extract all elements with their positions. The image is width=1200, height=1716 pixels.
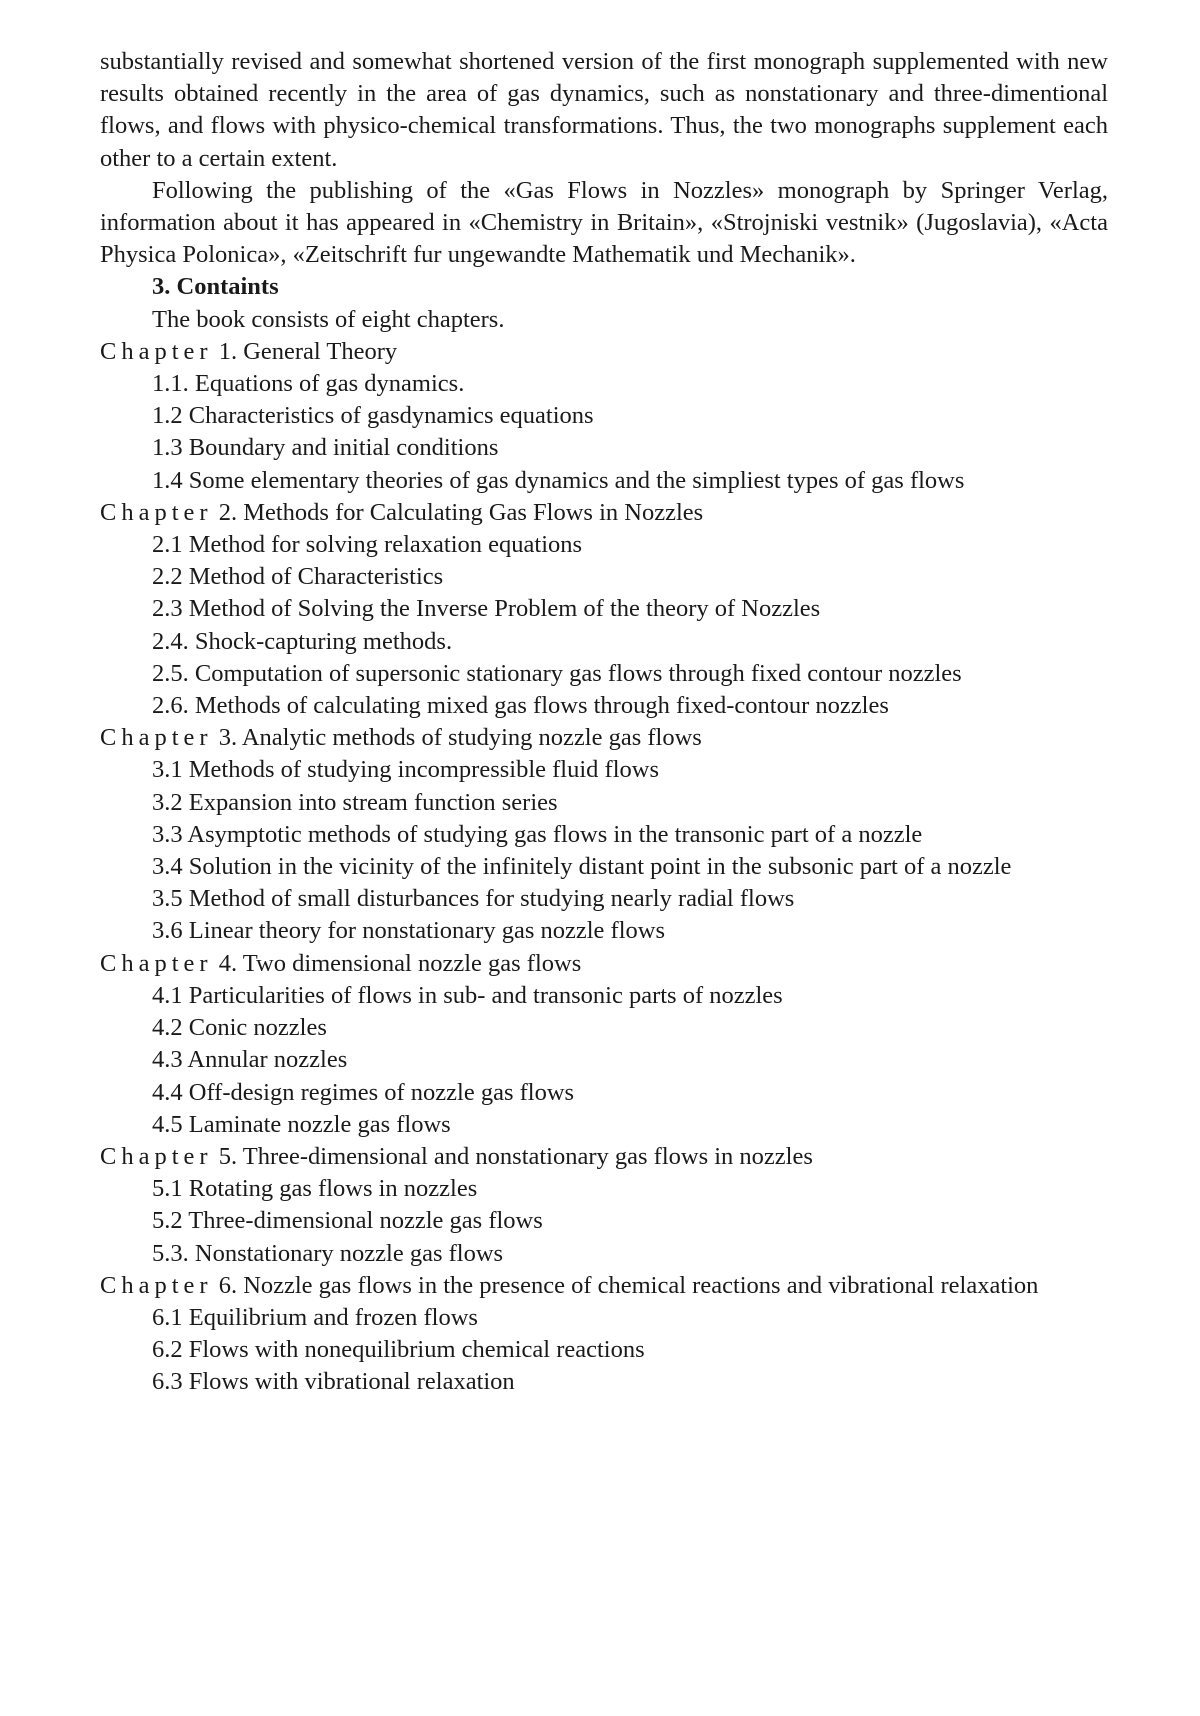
- chapter-heading: [100, 497, 1108, 529]
- chapter-title: 5. Three-dimensional and nonstationary gas flows in nozzles: [218, 1142, 813, 1170]
- section-item: 5.2 Three-dimensional nozzle gas flows: [152, 1207, 543, 1235]
- chapter-heading: [100, 1141, 1108, 1173]
- contents-intro: The book consists of eight chapters.: [152, 305, 505, 333]
- chapter-title: 3. Analytic methods of studying nozzle gas flows: [218, 724, 702, 752]
- chapter-label: Chapter: [100, 949, 213, 977]
- chapter-title: 1. General Theory: [218, 337, 398, 365]
- intro-paragraph: substantially revised and somewhat shortened version of the first monograph supplemented with new results obtained recently in the area of gas dynamics, such as nonstationary and three-dimentional flows, and flows with physico-chemical transformations. Thus, the two monographs supplement each other to a certain extent.: [100, 48, 1108, 172]
- table-of-contents: [100, 336, 1108, 1399]
- section-item: 6.2 Flows with nonequilibrium chemical reactions: [152, 1336, 645, 1364]
- chapter-label: Chapter: [100, 498, 213, 526]
- section-item: 3.4 Solution in the vicinity of the infinitely distant point in the subsonic part of a nozzle: [152, 853, 1012, 881]
- section-item: 4.1 Particularities of flows in sub- and transonic parts of nozzles: [152, 981, 783, 1009]
- section-item: 6.1 Equilibrium and frozen flows: [152, 1303, 478, 1331]
- chapter-label: Chapter: [100, 1142, 213, 1170]
- section-item: 4.4 Off-design regimes of nozzle gas flows: [152, 1078, 575, 1106]
- section-item: 4.2 Conic nozzles: [152, 1014, 327, 1042]
- section-item: 3.3 Asymptotic methods of studying gas flows in the transonic part of a nozzle: [152, 820, 923, 848]
- section-item: 5.1 Rotating gas flows in nozzles: [152, 1175, 478, 1203]
- section-item: 1.4 Some elementary theories of gas dynamics and the simpliest types of gas flows: [152, 466, 965, 494]
- chapter-label: Chapter: [100, 337, 213, 365]
- section-item: 2.2 Method of Characteristics: [152, 563, 444, 591]
- section-item: 4.5 Laminate nozzle gas flows: [152, 1110, 451, 1138]
- chapter-label: Chapter: [100, 1271, 213, 1299]
- chapter-heading: [100, 336, 1108, 368]
- chapter-heading: [100, 948, 1108, 980]
- section-item: 3.2 Expansion into stream function series: [152, 788, 558, 816]
- section-item: 5.3. Nonstationary nozzle gas flows: [152, 1239, 504, 1267]
- section-item: 1.3 Boundary and initial conditions: [152, 434, 499, 462]
- section-item: 4.3 Annular nozzles: [152, 1046, 348, 1074]
- section-item: 1.1. Equations of gas dynamics.: [152, 370, 465, 398]
- section-item: 6.3 Flows with vibrational relaxation: [152, 1368, 515, 1396]
- chapter-label: Chapter: [100, 724, 213, 752]
- chapter-heading: [100, 1270, 1108, 1302]
- section-item: 3.5 Method of small disturbances for studying nearly radial flows: [152, 885, 795, 913]
- section-item: 3.1 Methods of studying incompressible fluid flows: [152, 756, 659, 784]
- section-item: 2.6. Methods of calculating mixed gas flows through fixed-contour nozzles: [152, 692, 889, 720]
- section-heading: 3. Containts: [152, 273, 279, 301]
- chapter-title: 2. Methods for Calculating Gas Flows in Nozzles: [218, 498, 704, 526]
- section-item: 1.2 Characteristics of gasdynamics equations: [152, 402, 594, 430]
- publishing-paragraph: Following the publishing of the «Gas Flows in Nozzles» monograph by Springer Verlag, information about it has appeared in «Chemistry in Britain», «Strojniski vestnik» (Jugoslavia), «Acta Physica Polonica», «Zeitschrift fur ungewandte Mathematik und Mechanik».: [100, 176, 1108, 269]
- section-item: 2.4. Shock-capturing methods.: [152, 627, 453, 655]
- chapter-title: 6. Nozzle gas flows in the presence of chemical reactions and vibrational relaxation: [218, 1271, 1039, 1299]
- chapter-title: 4. Two dimensional nozzle gas flows: [218, 949, 582, 977]
- chapter-heading: [100, 722, 1108, 754]
- section-item: 3.6 Linear theory for nonstationary gas nozzle flows: [152, 917, 665, 945]
- section-item: 2.1 Method for solving relaxation equations: [152, 531, 583, 559]
- section-item: 2.3 Method of Solving the Inverse Problem of the theory of Nozzles: [152, 595, 821, 623]
- section-item: 2.5. Computation of supersonic stationary gas flows through fixed contour nozzles: [152, 659, 962, 687]
